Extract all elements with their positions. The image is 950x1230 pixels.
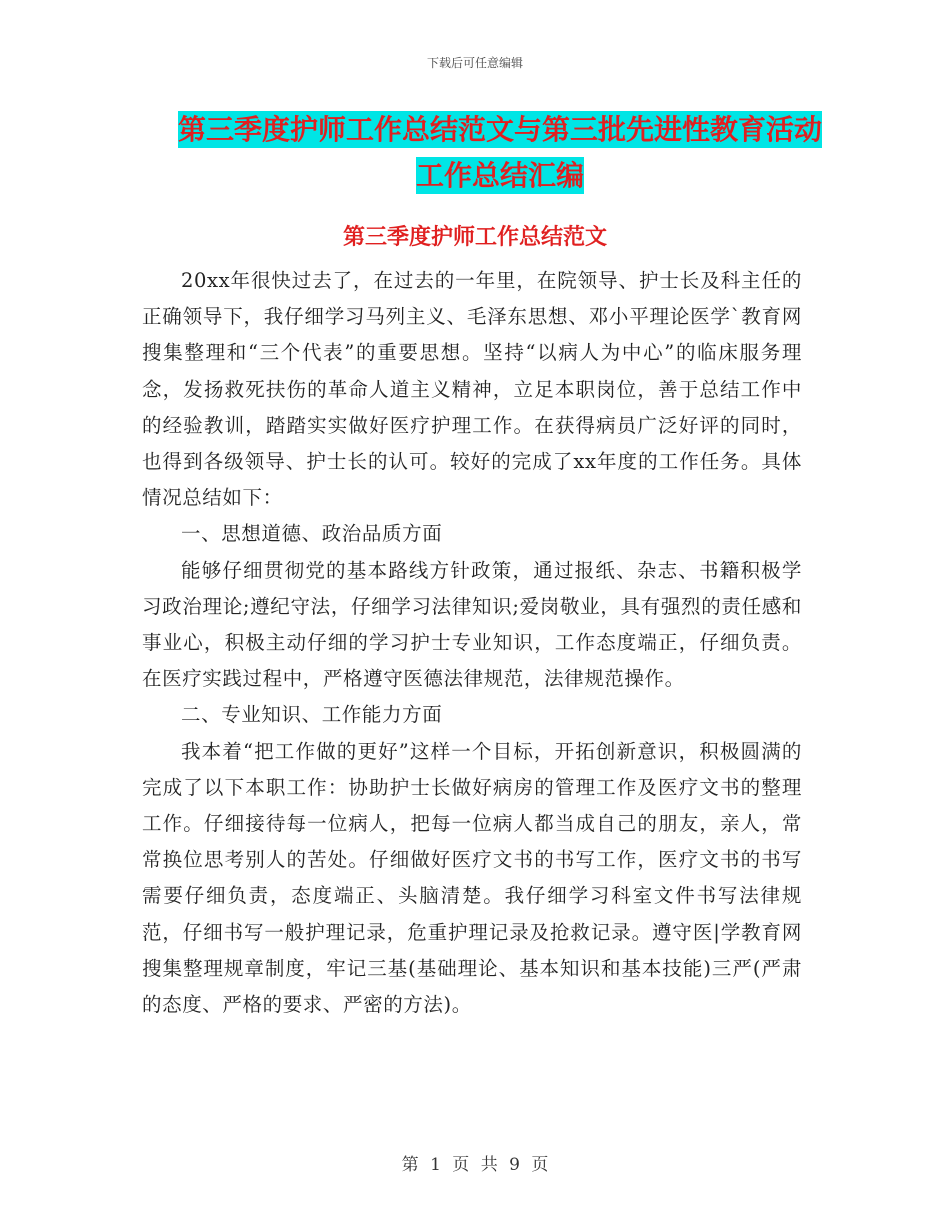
heading-professional: 二、专业知识、工作能力方面 [181, 703, 443, 727]
main-title-line-2 [140, 152, 860, 200]
main-title-line-1 [140, 106, 860, 154]
document-body [142, 263, 802, 1023]
paragraph-ideology: 能够仔细贯彻党的基本路线方针政策，通过报纸、杂志、书籍积极学习政治理论;遵纪守法，仔细学习法律知识;爱岗敬业，具有强烈的责任感和事业心，积极主动仔细的学习护士专业知识，工作态度端正，仔细负责。在医疗实践过程中，严格遵守医德法律规范，法律规范操作。 [142, 558, 802, 691]
paragraph-intro: 20xx年很快过去了，在过去的一年里，在院领导、护士长及科主任的正确领导下，我仔细学习马列主义、毛泽东思想、邓小平理论医学`教育网搜集整理和“三个代表”的重要思想。坚持“以病人为中心”的临床服务理念，发扬救死扶伤的革命人道主义精神，立足本职岗位，善于总结工作中的经验教训，踏踏实实做好医疗护理工作。在获得病员广泛好评的同时，也得到各级领导、护士长的认可。较好的完成了xx年度的工作任务。具体情况总结如下： [142, 269, 802, 510]
main-title-text-1: 第三季度护师工作总结范文与第三批先进性教育活动 [177, 113, 822, 146]
heading-ideology: 一、思想道德、政治品质方面 [181, 522, 443, 546]
paragraph-professional: 我本着“把工作做的更好”这样一个目标，开拓创新意识，积极圆满的完成了以下本职工作：协助护士长做好病房的管理工作及医疗文书的整理工作。仔细接待每一位病人，把每一位病人都当成自己的朋友，亲人，常常换位思考别人的苦处。仔细做好医疗文书的书写工作，医疗文书的书写需要仔细负责，态度端正、头脑清楚。我仔细学习科室文件书写法律规范，仔细书写一般护理记录，危重护理记录及抢救记录。遵守医|学教育网搜集整理规章制度，牢记三基(基础理论、基本知识和基本技能)三严(严肃的态度、严格的要求、严密的方法)。 [142, 739, 802, 1017]
section-title: 第三季度护师工作总结范文 [342, 225, 607, 250]
page-footer: 第 1 页 共 9 页 [401, 1155, 549, 1175]
header-note: 下载后可任意编辑 [426, 56, 523, 70]
main-title-text-2: 工作总结汇编 [415, 159, 584, 192]
